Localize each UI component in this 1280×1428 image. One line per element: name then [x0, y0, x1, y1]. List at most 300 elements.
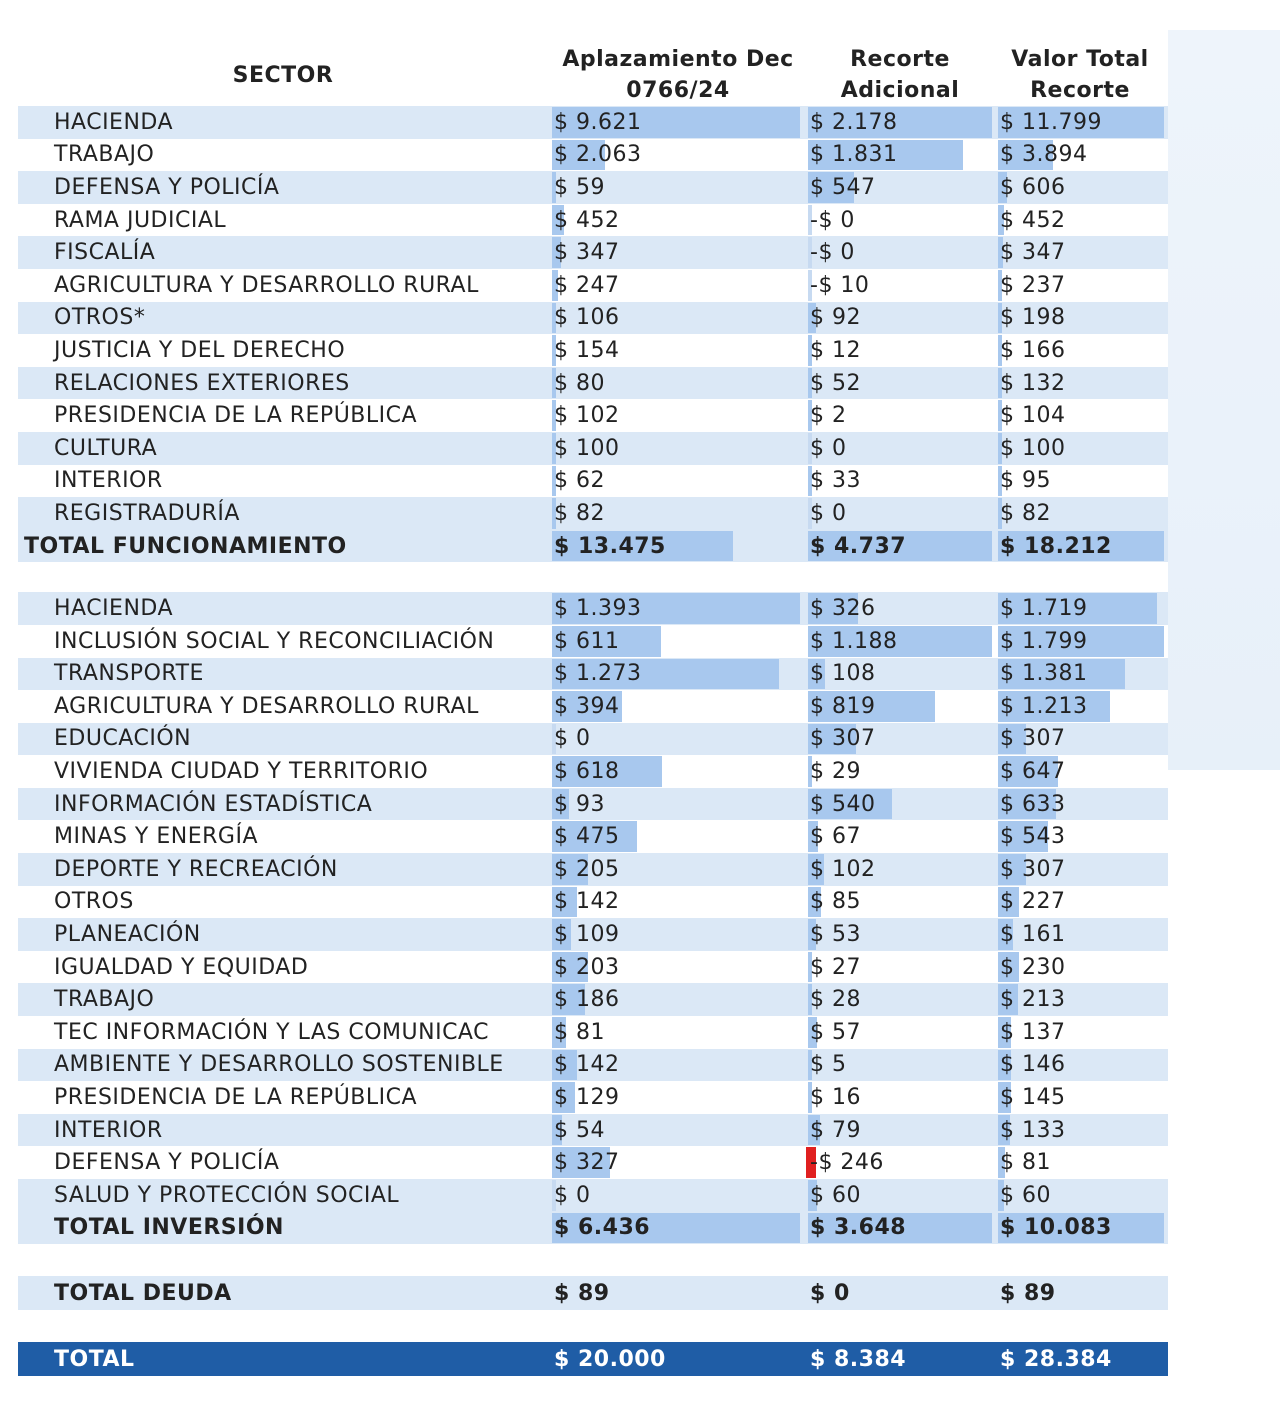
recorte-cell — [808, 204, 992, 237]
cell-value: $ 132 — [1000, 370, 1066, 396]
table-row — [18, 236, 1168, 269]
table-row — [18, 658, 1168, 691]
table-row — [18, 853, 1168, 886]
recorte-cell — [808, 139, 992, 172]
cell-value: $ 59 — [554, 174, 605, 200]
cell-value: $ 57 — [810, 1019, 861, 1045]
cell-value: $ 547 — [810, 174, 876, 200]
valor-total-cell — [998, 1276, 1164, 1310]
recorte-cell — [808, 334, 992, 367]
sector-name: AGRICULTURA Y DESARROLLO RURAL — [54, 272, 479, 298]
cell-value: $ 1.831 — [810, 142, 898, 168]
table-body — [18, 106, 1168, 1376]
cell-value: $ 79 — [810, 1117, 861, 1143]
cell-value: $ 3.894 — [1000, 142, 1088, 168]
cell-value: $ 3.648 — [810, 1215, 907, 1241]
sector-name: PRESIDENCIA DE LA REPÚBLICA — [54, 1085, 418, 1111]
cell-value: $ 543 — [1000, 824, 1066, 850]
table-row — [18, 625, 1168, 658]
table-row — [18, 918, 1168, 951]
aplazamiento-cell — [552, 1016, 800, 1049]
cell-value: $ 247 — [554, 272, 620, 298]
valor-total-cell — [998, 1081, 1164, 1114]
aplazamiento-cell — [552, 171, 800, 204]
table-row — [18, 951, 1168, 984]
cell-value: $ 0 — [810, 1280, 850, 1306]
table-row — [18, 432, 1168, 465]
cell-value: $ 82 — [554, 500, 605, 526]
sector-name: FISCALÍA — [54, 240, 156, 266]
cell-value: $ 166 — [1000, 337, 1066, 363]
aplazamiento-cell — [552, 139, 800, 172]
header-aplazamiento-line1: Aplazamiento Dec — [562, 47, 794, 72]
cell-value: $ 475 — [554, 824, 620, 850]
recorte-cell — [808, 886, 992, 919]
aplazamiento-cell — [552, 951, 800, 984]
aplazamiento-cell — [552, 1114, 800, 1147]
header-aplazamiento-line2: 0766/24 — [626, 78, 730, 103]
cell-value: $ 129 — [554, 1085, 620, 1111]
valor-total-cell — [998, 1016, 1164, 1049]
sector-name: JUSTICIA Y DEL DERECHO — [54, 337, 346, 363]
table-row — [18, 1016, 1168, 1049]
table-row — [18, 983, 1168, 1016]
cell-value: $ 52 — [810, 370, 861, 396]
valor-total-cell — [998, 139, 1164, 172]
aplazamiento-cell — [552, 918, 800, 951]
cell-value: $ 133 — [1000, 1117, 1066, 1143]
aplazamiento-cell — [552, 723, 800, 756]
recorte-cell — [808, 106, 992, 139]
valor-total-cell — [998, 171, 1164, 204]
aplazamiento-cell — [552, 1342, 800, 1376]
cell-value: $ 53 — [810, 922, 861, 948]
grand-total-row — [18, 1342, 1168, 1376]
cell-value: $ 92 — [810, 305, 861, 331]
cell-value: $ 81 — [554, 1019, 605, 1045]
aplazamiento-cell — [552, 367, 800, 400]
recorte-cell — [808, 820, 992, 853]
valor-total-cell — [998, 302, 1164, 335]
table-row — [18, 1179, 1168, 1212]
valor-total-cell — [998, 1114, 1164, 1147]
total-inversion-row — [18, 1212, 1168, 1245]
aplazamiento-cell — [552, 820, 800, 853]
valor-total-cell — [998, 886, 1164, 919]
cell-value: $ 0 — [554, 1182, 591, 1208]
table-row — [18, 1049, 1168, 1082]
cell-value: $ 60 — [1000, 1182, 1051, 1208]
table-row — [18, 1081, 1168, 1114]
valor-total-cell — [998, 592, 1164, 625]
recorte-cell — [808, 367, 992, 400]
aplazamiento-cell — [552, 625, 800, 658]
aplazamiento-cell — [552, 269, 800, 302]
valor-total-cell — [998, 1179, 1164, 1212]
cell-value: $ 606 — [1000, 174, 1066, 200]
cell-value: $ 327 — [554, 1150, 620, 1176]
cell-value: $ 62 — [554, 468, 605, 494]
cell-value: $ 33 — [810, 468, 861, 494]
cell-value: $ 633 — [1000, 791, 1066, 817]
table-row — [18, 399, 1168, 432]
spacer-row — [18, 562, 1168, 592]
valor-total-cell — [998, 530, 1164, 563]
header-valor-total — [994, 44, 1166, 106]
aplazamiento-cell — [552, 690, 800, 723]
cell-value: $ 89 — [1000, 1280, 1056, 1306]
budget-cut-table — [18, 44, 1168, 1376]
valor-total-cell — [998, 755, 1164, 788]
sector-name: INTERIOR — [54, 468, 163, 494]
table-row — [18, 497, 1168, 530]
recorte-cell — [808, 1081, 992, 1114]
recorte-cell — [808, 658, 992, 691]
aplazamiento-cell — [552, 853, 800, 886]
valor-total-cell — [998, 204, 1164, 237]
aplazamiento-cell — [552, 1081, 800, 1114]
cell-value: $ 394 — [554, 693, 620, 719]
sector-name: PLANEACIÓN — [54, 922, 201, 948]
header-aplazamiento — [548, 44, 808, 106]
cell-value: $ 161 — [1000, 922, 1066, 948]
sector-name: INCLUSIÓN SOCIAL Y RECONCILIACIÓN — [54, 628, 495, 654]
sector-name: HACIENDA — [54, 596, 174, 622]
table-row — [18, 592, 1168, 625]
recorte-cell — [808, 690, 992, 723]
cell-value: $ 1.719 — [1000, 596, 1088, 622]
valor-total-cell — [998, 1049, 1164, 1082]
cell-value: $ 452 — [554, 207, 620, 233]
aplazamiento-cell — [552, 497, 800, 530]
table-row — [18, 755, 1168, 788]
cell-value: $ 82 — [1000, 500, 1051, 526]
cell-value: $ 6.436 — [554, 1215, 651, 1241]
cell-value: $ 540 — [810, 791, 876, 817]
aplazamiento-cell — [552, 399, 800, 432]
cell-value: $ 109 — [554, 922, 620, 948]
valor-total-cell — [998, 334, 1164, 367]
cell-value: $ 611 — [554, 628, 620, 654]
cell-value: $ 93 — [554, 791, 605, 817]
valor-total-cell — [998, 853, 1164, 886]
sector-name: RAMA JUDICIAL — [54, 207, 227, 233]
sector-name: TOTAL DEUDA — [54, 1280, 232, 1306]
table-row — [18, 690, 1168, 723]
cell-value: $ 100 — [554, 435, 620, 461]
aplazamiento-cell — [552, 302, 800, 335]
background-panel — [1168, 30, 1280, 770]
cell-value: $ 5 — [810, 1052, 847, 1078]
sector-name: OTROS* — [54, 305, 146, 331]
cell-value: $ 95 — [1000, 468, 1051, 494]
spacer-row — [18, 1244, 1168, 1276]
sector-name: AMBIENTE Y DESARROLLO SOSTENIBLE — [54, 1052, 504, 1078]
sector-name: HACIENDA — [54, 109, 174, 135]
recorte-cell — [808, 1016, 992, 1049]
valor-total-cell — [998, 951, 1164, 984]
cell-value: $ 89 — [554, 1280, 610, 1306]
cell-value: $ 0 — [810, 500, 847, 526]
recorte-cell — [808, 723, 992, 756]
cell-value: -$ 246 — [810, 1150, 884, 1176]
valor-total-cell — [998, 788, 1164, 821]
cell-value: $ 104 — [1000, 403, 1066, 429]
sector-name: TRABAJO — [54, 987, 155, 1013]
cell-value: $ 213 — [1000, 987, 1066, 1013]
valor-total-cell — [998, 723, 1164, 756]
table-row — [18, 302, 1168, 335]
table-row — [18, 723, 1168, 756]
recorte-cell — [808, 1114, 992, 1147]
sector-name: SALUD Y PROTECCIÓN SOCIAL — [54, 1182, 400, 1208]
sector-name: DEFENSA Y POLICÍA — [54, 174, 280, 200]
header-valor-line1: Valor Total — [1011, 47, 1149, 72]
cell-value: $ 186 — [554, 987, 620, 1013]
valor-total-cell — [998, 1146, 1164, 1179]
aplazamiento-cell — [552, 1049, 800, 1082]
aplazamiento-cell — [552, 1212, 800, 1245]
cell-value: $ 29 — [810, 759, 861, 785]
cell-value: $ 9.621 — [554, 109, 642, 135]
cell-value: $ 203 — [554, 954, 620, 980]
recorte-cell — [808, 465, 992, 498]
table-header — [18, 44, 1168, 106]
cell-value: $ 13.475 — [554, 533, 666, 559]
valor-total-cell — [998, 236, 1164, 269]
valor-total-cell — [998, 820, 1164, 853]
cell-value: $ 154 — [554, 337, 620, 363]
cell-value: $ 227 — [1000, 889, 1066, 915]
cell-value: $ 452 — [1000, 207, 1066, 233]
cell-value: -$ 10 — [810, 272, 870, 298]
table-row — [18, 204, 1168, 237]
cell-value: $ 102 — [810, 856, 876, 882]
cell-value: $ 16 — [810, 1085, 861, 1111]
recorte-cell — [808, 853, 992, 886]
cell-value: $ 108 — [810, 661, 876, 687]
cell-value: $ 60 — [810, 1182, 861, 1208]
cell-value: $ 100 — [1000, 435, 1066, 461]
recorte-cell — [808, 1179, 992, 1212]
cell-value: $ 2.063 — [554, 142, 642, 168]
cell-value: $ 10.083 — [1000, 1215, 1112, 1241]
header-recorte-adicional — [810, 44, 990, 106]
recorte-cell — [808, 432, 992, 465]
sector-name: DEFENSA Y POLICÍA — [54, 1150, 280, 1176]
sector-name: PRESIDENCIA DE LA REPÚBLICA — [54, 403, 418, 429]
aplazamiento-cell — [552, 1276, 800, 1310]
cell-value: $ 11.799 — [1000, 109, 1102, 135]
valor-total-cell — [998, 1342, 1164, 1376]
total-deuda-row — [18, 1276, 1168, 1310]
recorte-cell — [808, 236, 992, 269]
cell-value: $ 1.799 — [1000, 628, 1088, 654]
sector-name: TOTAL INVERSIÓN — [54, 1215, 284, 1241]
aplazamiento-cell — [552, 106, 800, 139]
cell-value: $ 28 — [810, 987, 861, 1013]
cell-value: -$ 0 — [810, 240, 855, 266]
header-recorte-line2: Adicional — [840, 78, 960, 103]
valor-total-cell — [998, 465, 1164, 498]
sector-name: TRABAJO — [54, 142, 155, 168]
cell-value: $ 0 — [554, 726, 591, 752]
valor-total-cell — [998, 1212, 1164, 1245]
cell-value: $ 142 — [554, 889, 620, 915]
aplazamiento-cell — [552, 788, 800, 821]
aplazamiento-cell — [552, 886, 800, 919]
cell-value: $ 80 — [554, 370, 605, 396]
cell-value: $ 347 — [1000, 240, 1066, 266]
recorte-cell — [808, 1049, 992, 1082]
cell-value: $ 230 — [1000, 954, 1066, 980]
aplazamiento-cell — [552, 334, 800, 367]
sector-name: INFORMACIÓN ESTADÍSTICA — [54, 791, 373, 817]
cell-value: $ 307 — [1000, 726, 1066, 752]
cell-value: $ 326 — [810, 596, 876, 622]
sector-name: TOTAL FUNCIONAMIENTO — [24, 533, 347, 559]
cell-value: $ 146 — [1000, 1052, 1066, 1078]
cell-value: $ 819 — [810, 693, 876, 719]
aplazamiento-cell — [552, 658, 800, 691]
cell-value: $ 1.393 — [554, 596, 642, 622]
valor-total-cell — [998, 269, 1164, 302]
table-row — [18, 171, 1168, 204]
valor-total-cell — [998, 983, 1164, 1016]
recorte-cell — [808, 592, 992, 625]
table-row — [18, 367, 1168, 400]
aplazamiento-cell — [552, 1146, 800, 1179]
recorte-cell — [808, 399, 992, 432]
cell-value: $ 8.384 — [810, 1346, 907, 1372]
sector-name: OTROS — [54, 889, 134, 915]
sector-name: EDUCACIÓN — [54, 726, 192, 752]
cell-value: $ 145 — [1000, 1085, 1066, 1111]
cell-value: $ 237 — [1000, 272, 1066, 298]
recorte-cell — [808, 755, 992, 788]
valor-total-cell — [998, 432, 1164, 465]
aplazamiento-cell — [552, 530, 800, 563]
sector-name: DEPORTE Y RECREACIÓN — [54, 856, 338, 882]
table-row — [18, 1114, 1168, 1147]
sector-name: TOTAL — [54, 1346, 135, 1372]
cell-value: $ 1.381 — [1000, 661, 1088, 687]
valor-total-cell — [998, 658, 1164, 691]
valor-total-cell — [998, 918, 1164, 951]
table-row — [18, 139, 1168, 172]
sector-name: INTERIOR — [54, 1117, 163, 1143]
table-row — [18, 465, 1168, 498]
aplazamiento-cell — [552, 983, 800, 1016]
recorte-cell — [808, 788, 992, 821]
recorte-cell — [808, 1146, 992, 1179]
header-sector: SECTOR — [232, 63, 334, 88]
cell-value: $ 2.178 — [810, 109, 898, 135]
recorte-cell — [808, 302, 992, 335]
aplazamiento-cell — [552, 432, 800, 465]
recorte-cell — [808, 269, 992, 302]
recorte-cell — [808, 171, 992, 204]
sector-name: VIVIENDA CIUDAD Y TERRITORIO — [54, 759, 429, 785]
sector-name: AGRICULTURA Y DESARROLLO RURAL — [54, 693, 479, 719]
table-row — [18, 334, 1168, 367]
recorte-cell — [808, 951, 992, 984]
sector-name: REGISTRADURÍA — [54, 500, 240, 526]
aplazamiento-cell — [552, 465, 800, 498]
aplazamiento-cell — [552, 204, 800, 237]
recorte-cell — [808, 1212, 992, 1245]
recorte-cell — [808, 530, 992, 563]
cell-value: $ 137 — [1000, 1019, 1066, 1045]
sector-name: TRANSPORTE — [54, 661, 204, 687]
cell-value: $ 102 — [554, 403, 620, 429]
valor-total-cell — [998, 690, 1164, 723]
cell-value: $ 1.213 — [1000, 693, 1088, 719]
total-funcionamiento-row — [18, 530, 1168, 563]
aplazamiento-cell — [552, 1179, 800, 1212]
recorte-cell — [808, 918, 992, 951]
aplazamiento-cell — [552, 236, 800, 269]
valor-total-cell — [998, 625, 1164, 658]
recorte-cell — [808, 983, 992, 1016]
cell-value: $ 307 — [810, 726, 876, 752]
valor-total-cell — [998, 399, 1164, 432]
cell-value: $ 67 — [810, 824, 861, 850]
recorte-cell — [808, 497, 992, 530]
cell-value: $ 54 — [554, 1117, 605, 1143]
header-recorte-line1: Recorte — [850, 47, 950, 72]
sector-name: MINAS Y ENERGÍA — [54, 824, 258, 850]
valor-total-cell — [998, 106, 1164, 139]
cell-value: $ 1.273 — [554, 661, 642, 687]
cell-value: $ 28.384 — [1000, 1346, 1112, 1372]
cell-value: $ 4.737 — [810, 533, 907, 559]
cell-value: $ 198 — [1000, 305, 1066, 331]
cell-value: $ 2 — [810, 403, 847, 429]
cell-value: $ 0 — [810, 435, 847, 461]
table-row — [18, 788, 1168, 821]
cell-value: $ 85 — [810, 889, 861, 915]
cell-value: $ 142 — [554, 1052, 620, 1078]
cell-value: $ 27 — [810, 954, 861, 980]
cell-value: -$ 0 — [810, 207, 855, 233]
recorte-cell — [808, 1276, 992, 1310]
sector-name: RELACIONES EXTERIORES — [54, 370, 350, 396]
cell-value: $ 1.188 — [810, 628, 898, 654]
table-row — [18, 886, 1168, 919]
cell-value: $ 106 — [554, 305, 620, 331]
recorte-cell — [808, 1342, 992, 1376]
cell-value: $ 205 — [554, 856, 620, 882]
recorte-cell — [808, 625, 992, 658]
aplazamiento-cell — [552, 592, 800, 625]
valor-total-cell — [998, 497, 1164, 530]
table-row — [18, 106, 1168, 139]
sector-name: IGUALDAD Y EQUIDAD — [54, 954, 309, 980]
valor-total-cell — [998, 367, 1164, 400]
table-row — [18, 1146, 1168, 1179]
cell-value: $ 347 — [554, 240, 620, 266]
table-row — [18, 269, 1168, 302]
sector-name: TEC INFORMACIÓN Y LAS COMUNICAC — [54, 1019, 489, 1045]
table-row — [18, 820, 1168, 853]
sector-name: CULTURA — [54, 435, 158, 461]
cell-value: $ 12 — [810, 337, 861, 363]
cell-value: $ 18.212 — [1000, 533, 1112, 559]
spacer-row — [18, 1310, 1168, 1342]
cell-value: $ 20.000 — [554, 1346, 666, 1372]
header-valor-line2: Recorte — [1030, 78, 1130, 103]
